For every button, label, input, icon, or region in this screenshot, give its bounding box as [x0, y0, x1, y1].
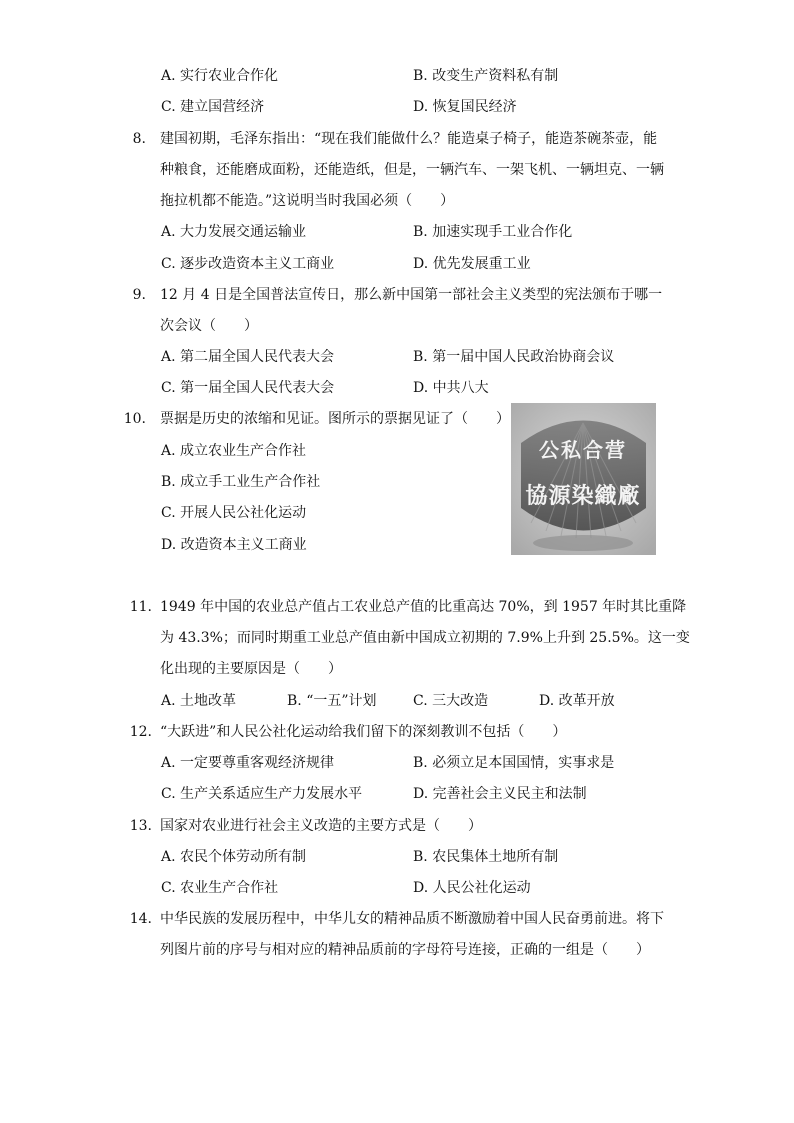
- q10-ticket-image: [511, 403, 656, 555]
- ticket-stamp-graphic: [511, 403, 656, 555]
- q13-number: 13.: [129, 818, 152, 834]
- q10-option-d[interactable]: D. 改造资本主义工商业: [161, 537, 307, 553]
- q11-option-b[interactable]: B. “一五”计划: [287, 693, 377, 709]
- q8-stem-line-1: 建国初期，毛泽东指出：“现在我们能做什么？能造桌子椅子，能造茶碗茶壶，能: [160, 131, 658, 147]
- q8-stem-line-2: 种粮食，还能磨成面粉，还能造纸，但是，一辆汽车、一架飞机、一辆坦克、一辆: [160, 162, 664, 178]
- q7-option-b[interactable]: B. 改变生产资料私有制: [413, 68, 559, 84]
- q7-option-a[interactable]: A. 实行农业合作化: [161, 68, 279, 84]
- q9-stem-line-1: 12 月 4 日是全国普法宣传日，那么新中国第一部社会主义类型的宪法颁布于哪一: [160, 287, 663, 303]
- q8-option-b[interactable]: B. 加速实现手工业合作化: [413, 224, 573, 240]
- q8-option-a[interactable]: A. 大力发展交通运输业: [161, 224, 307, 240]
- q11-option-a[interactable]: A. 土地改革: [161, 693, 237, 709]
- q11-stem-line-3: 化出现的主要原因是（ ）: [160, 661, 342, 677]
- stamp-bottom-text: 協源染織廠: [525, 483, 641, 509]
- q11-number: 11.: [129, 599, 152, 615]
- q8-option-d[interactable]: D. 优先发展重工业: [413, 256, 531, 272]
- q9-stem-line-2: 次会议（ ）: [160, 318, 258, 334]
- q11-option-d[interactable]: D. 改革开放: [539, 693, 615, 709]
- q9-option-d[interactable]: D. 中共八大: [413, 380, 489, 396]
- q7-option-c[interactable]: C. 建立国营经济: [161, 99, 265, 115]
- q8-option-c[interactable]: C. 逐步改造资本主义工商业: [161, 256, 335, 272]
- q10-number: 10.: [123, 411, 146, 427]
- q8-stem-line-3: 拖拉机都不能造。”这说明当时我国必须（ ）: [160, 193, 455, 209]
- q13-stem-line-1: 国家对农业进行社会主义改造的主要方式是（ ）: [160, 818, 482, 834]
- q8-number: 8.: [132, 131, 146, 147]
- stamp-top-text: 公私合营: [539, 438, 627, 462]
- q13-option-b[interactable]: B. 农民集体土地所有制: [413, 849, 559, 865]
- q12-option-d[interactable]: D. 完善社会主义民主和法制: [413, 786, 587, 802]
- q14-stem-line-2: 列图片前的序号与相对应的精神品质前的字母符号连接，正确的一组是（ ）: [160, 942, 650, 958]
- q9-option-c[interactable]: C. 第一届全国人民代表大会: [161, 380, 335, 396]
- q11-stem-line-1: 1949 年中国的农业总产值占工农业总产值的比重高达 70%，到 1957 年时其比重降: [160, 599, 687, 615]
- q12-option-b[interactable]: B. 必须立足本国国情，实事求是: [413, 755, 615, 771]
- q10-option-b[interactable]: B. 成立手工业生产合作社: [161, 474, 321, 490]
- q12-stem-line-1: “大跃进”和人民公社化运动给我们留下的深刻教训不包括（ ）: [160, 724, 567, 740]
- q12-option-c[interactable]: C. 生产关系适应生产力发展水平: [161, 786, 363, 802]
- q9-number: 9.: [132, 287, 146, 303]
- q13-option-a[interactable]: A. 农民个体劳动所有制: [161, 849, 307, 865]
- q14-number: 14.: [129, 911, 152, 927]
- q10-option-c[interactable]: C. 开展人民公社化运动: [161, 505, 307, 521]
- q12-number: 12.: [129, 724, 152, 740]
- q10-stem-line-1: 票据是历史的浓缩和见证。图所示的票据见证了（ ）: [160, 411, 510, 427]
- q12-option-a[interactable]: A. 一定要尊重客观经济规律: [161, 755, 335, 771]
- q11-stem-line-2: 为 43.3%；而同时期重工业总产值由新中国成立初期的 7.9%上升到 25.5%。这一变: [160, 630, 690, 646]
- q9-option-a[interactable]: A. 第二届全国人民代表大会: [161, 349, 335, 365]
- q13-option-d[interactable]: D. 人民公社化运动: [413, 880, 531, 896]
- q11-option-c[interactable]: C. 三大改造: [413, 693, 489, 709]
- q13-option-c[interactable]: C. 农业生产合作社: [161, 880, 279, 896]
- q14-stem-line-1: 中华民族的发展历程中，中华儿女的精神品质不断激励着中国人民奋勇前进。将下: [160, 911, 664, 927]
- q7-option-d[interactable]: D. 恢复国民经济: [413, 99, 517, 115]
- q9-option-b[interactable]: B. 第一届中国人民政治协商会议: [413, 349, 615, 365]
- q10-option-a[interactable]: A. 成立农业生产合作社: [161, 443, 307, 459]
